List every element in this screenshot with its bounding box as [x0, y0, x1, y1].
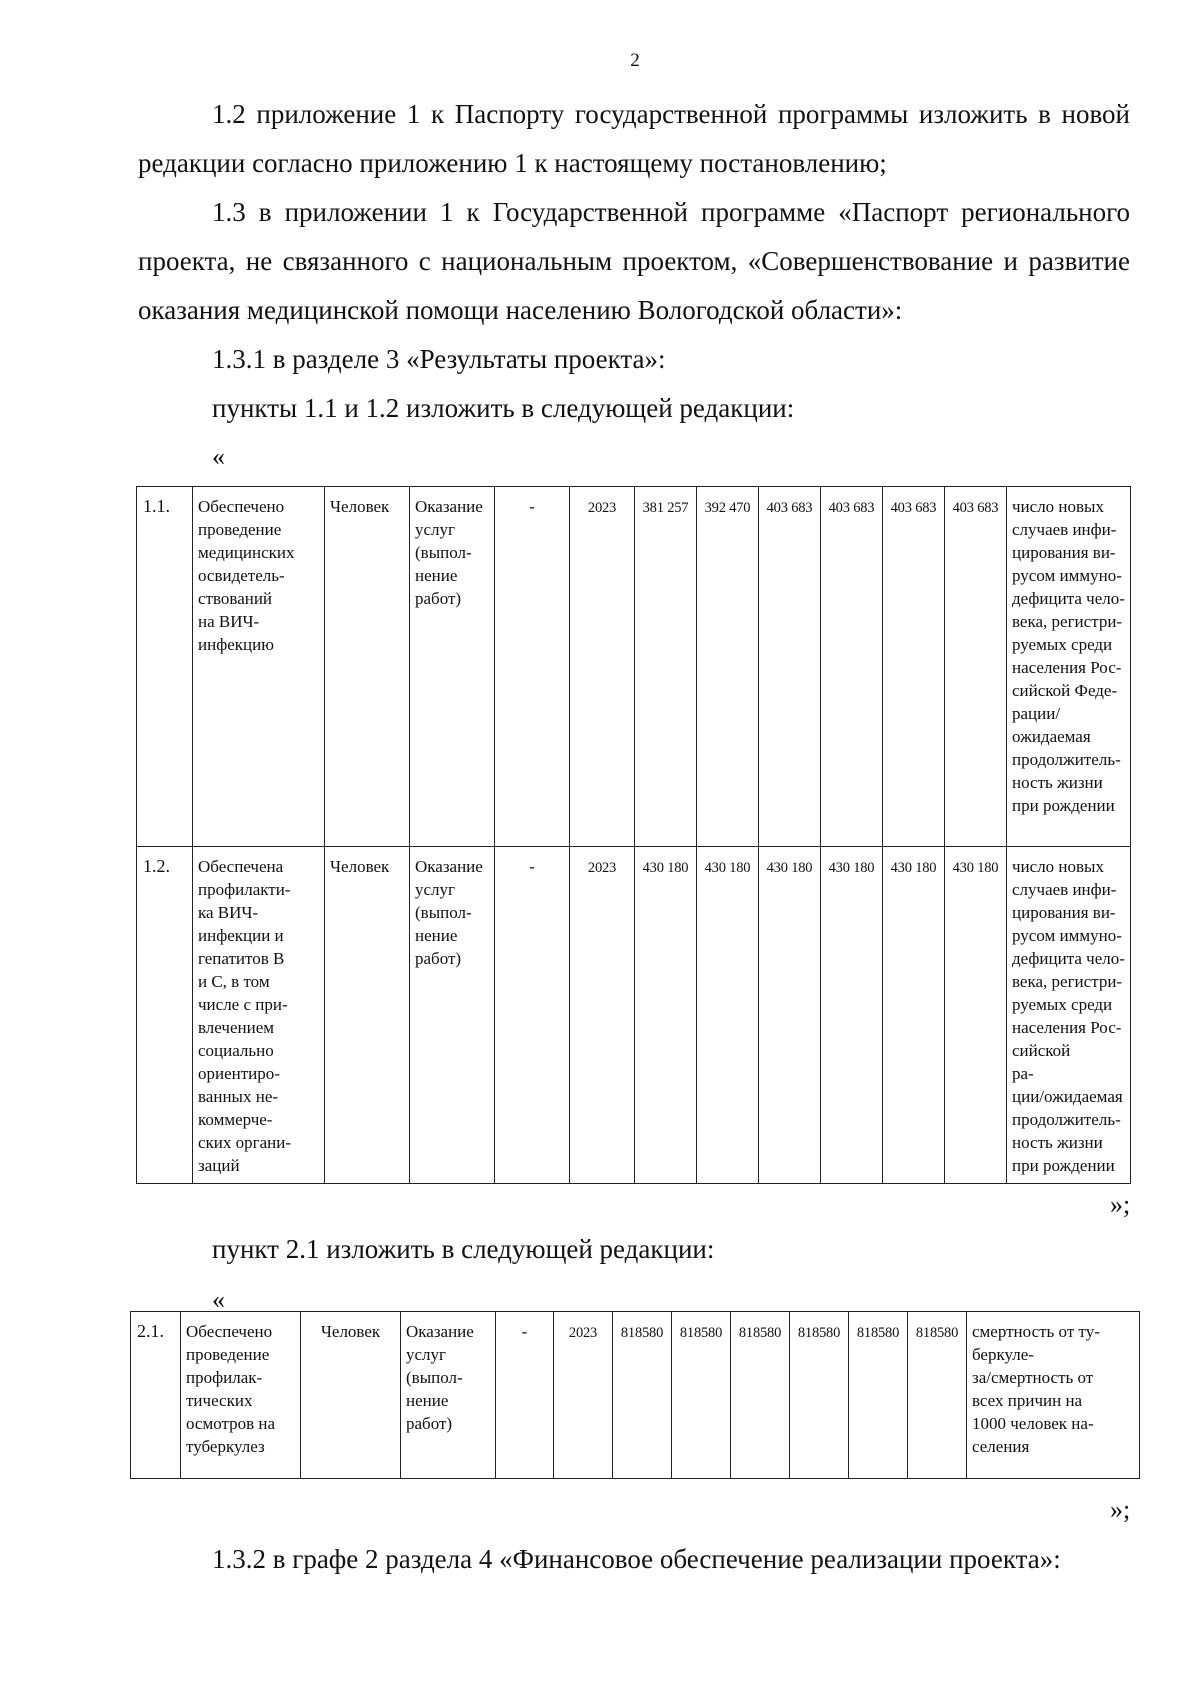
value-cell: 430 180: [890, 860, 937, 876]
value-cell: 403 683: [766, 500, 813, 516]
table-row-2-1: [131, 1312, 1140, 1479]
indicator-link: число новых случаев инфи- цирования ви- русом иммуно- дефицита чело- века, регистри- руемых среди населения Рос- сийской ра- ции/ожидаемая продолжитель- ность жизни при рождении: [1012, 857, 1125, 1175]
results-table-1: [136, 486, 1131, 1184]
base-year: 2023: [568, 1325, 598, 1341]
value-cell: 818580: [915, 1325, 959, 1341]
value-cell: 430 180: [828, 860, 875, 876]
paragraph-point-2-1: пункт 2.1 изложить в следующей редакции:: [212, 1234, 715, 1264]
page-number: 2: [630, 50, 640, 71]
row-index: 2.1.: [131, 1312, 181, 1479]
paragraph-points-1-1-1-2: пункты 1.1 и 1.2 изложить в следующей редакции:: [212, 393, 795, 423]
result-type: Оказание услуг (выпол- нение работ): [415, 497, 483, 608]
indicator-link: число новых случаев инфи- цирования ви- русом иммуно- дефицита чело- века, регистри- руемых среди населения Рос- сийской Феде- рации/ ожидаемая продолжитель- ность жизни при рождении: [1012, 497, 1125, 815]
closing-quote-2: »;: [1110, 1495, 1131, 1524]
value-cell: 430 180: [642, 860, 689, 876]
result-name: Обеспечена профилакти- ка ВИЧ- инфекции и гепатитов В и С, в том числе с при- влечением социально ориентиро- ванных не- коммерче- ских органи- заций: [198, 857, 292, 1175]
paragraph-1-2: 1.2 приложение 1 к Паспорту государственной программы изложить в новой редакции согласно приложению 1 к настоящему постановлению;: [138, 99, 1130, 178]
value-cell: 818580: [797, 1325, 841, 1341]
value-cell: 403 683: [890, 500, 937, 516]
result-type: Оказание услуг (выпол- нение работ): [406, 1322, 474, 1433]
value-cell: 818580: [738, 1325, 782, 1341]
base-value: -: [529, 857, 535, 876]
results-table-2: [130, 1311, 1140, 1479]
unit: Человек: [330, 497, 390, 516]
table-row-1-2: [137, 847, 1131, 1184]
unit: Человек: [330, 857, 390, 876]
result-type: Оказание услуг (выпол- нение работ): [415, 857, 483, 968]
indicator-link: смертность от ту- беркуле- за/смертность от всех причин на 1000 человек на- селения: [972, 1322, 1100, 1456]
opening-quote-2: «: [212, 1285, 225, 1314]
value-cell: 818580: [856, 1325, 900, 1341]
result-name: Обеспечено проведение медицинских освидетель- ствований на ВИЧ- инфекцию: [198, 497, 295, 654]
paragraph-1-3-2: 1.3.2 в графе 2 раздела 4 «Финансовое обеспечение реализации проекта»:: [212, 1544, 1061, 1574]
value-cell: 403 683: [952, 500, 999, 516]
row-index: 1.1.: [137, 487, 193, 847]
value-cell: 381 257: [642, 500, 689, 516]
row-index: 1.2.: [137, 847, 193, 1184]
paragraph-1-3-1: 1.3.1 в разделе 3 «Результаты проекта»:: [212, 344, 666, 374]
unit: Человек: [320, 1322, 381, 1341]
base-year: 2023: [587, 500, 617, 516]
base-year: 2023: [587, 860, 617, 876]
value-cell: 403 683: [828, 500, 875, 516]
opening-quote-1: «: [212, 442, 225, 471]
value-cell: 430 180: [704, 860, 751, 876]
value-cell: 818580: [679, 1325, 723, 1341]
value-cell: 818580: [620, 1325, 664, 1341]
table-row-1-1: [137, 487, 1131, 847]
base-value: -: [529, 497, 535, 516]
result-name: Обеспечено проведение профилак- тических осмотров на туберкулез: [186, 1322, 276, 1456]
base-value: -: [521, 1322, 528, 1341]
paragraph-1-3: 1.3 в приложении 1 к Государственной программе «Паспорт регионального проекта, не связанного с национальным проектом, «Совершенствование и развитие оказания медицинской помощи населению Вологодской области»:: [138, 197, 1130, 325]
closing-quote-1: »;: [1110, 1190, 1131, 1219]
value-cell: 430 180: [952, 860, 999, 876]
value-cell: 392 470: [704, 500, 751, 516]
value-cell: 430 180: [766, 860, 813, 876]
